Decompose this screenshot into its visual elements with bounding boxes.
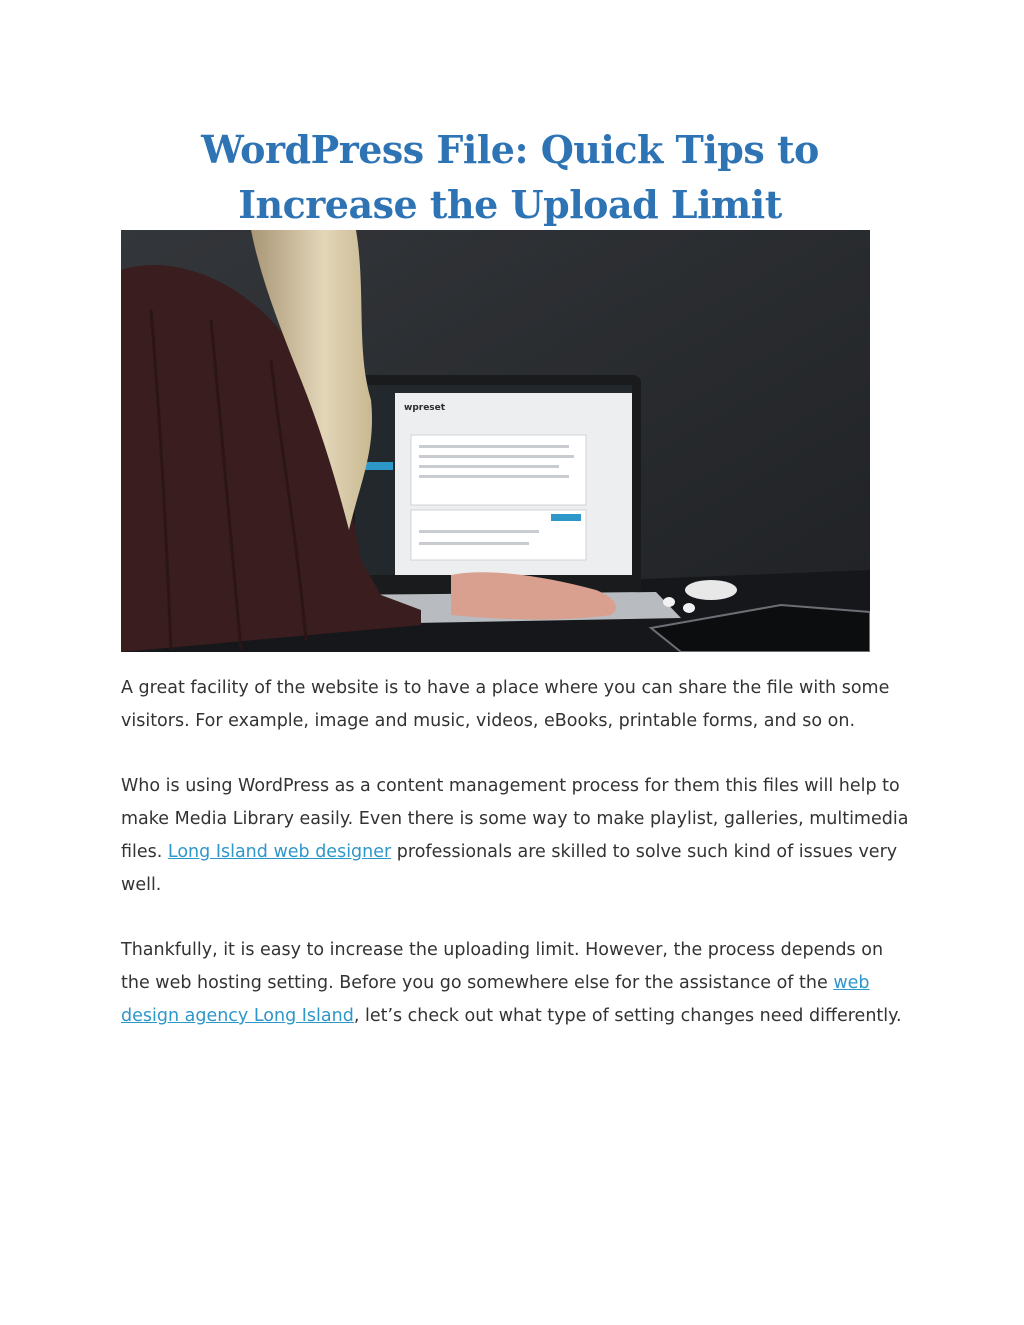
earbuds-case <box>685 580 737 600</box>
paragraph-1: A great facility of the website is to have a place where you can share the file with some visitors. For example, image and music, videos, eBooks, printable forms, and so on. <box>121 678 890 731</box>
paragraph-3 <box>121 934 911 1033</box>
hero-photo-illustration <box>121 230 870 652</box>
hero-image <box>121 230 870 652</box>
long-island-web-designer-link[interactable]: Long Island web designer <box>167 842 392 862</box>
paragraph-2-text-start: Who is using WordPress as a content management process for them this files will help to make Media Library easily. Even there is some way to make playlist, galleries, multimedia files. <box>121 776 909 862</box>
paragraph-3-text-start: Thankfully, it is easy to increase the uploading limit. However, the process depends on the web hosting setting. Before you go somewhere else for the assistance of the <box>121 940 884 993</box>
article-body <box>121 672 911 1065</box>
screen-logo: wpreset <box>404 403 446 413</box>
paragraph-2 <box>121 770 911 902</box>
article-title: WordPress File: Quick Tips to Increase the Upload Limit <box>201 127 819 227</box>
paragraph-2-text-end: professionals are skilled to solve such kind of issues very well. <box>121 842 898 895</box>
paragraph-3-text-end: , let’s check out what type of setting changes need differently. <box>353 1006 902 1026</box>
web-design-agency-link[interactable]: web design agency Long Island <box>121 973 870 1026</box>
